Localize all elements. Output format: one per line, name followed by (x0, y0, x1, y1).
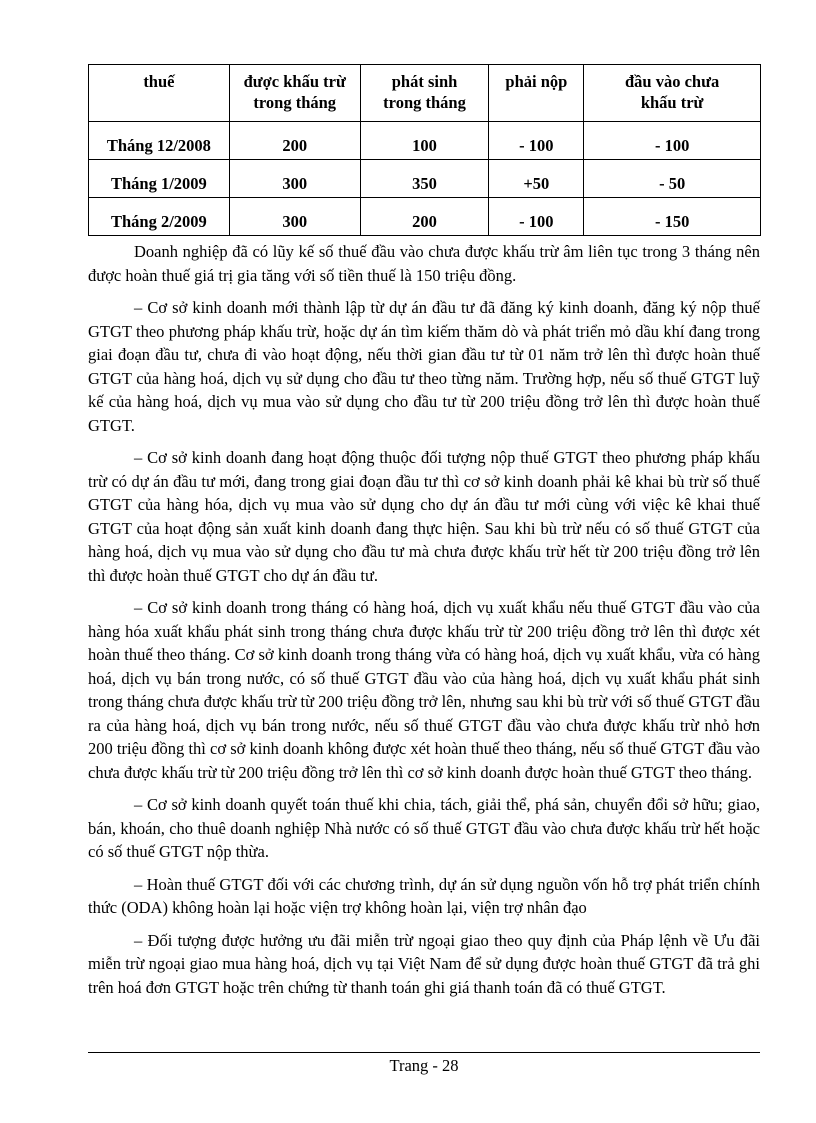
table-cell: - 50 (584, 160, 761, 198)
tax-table (88, 64, 761, 236)
body-text (88, 240, 760, 999)
table-cell: - 150 (584, 198, 761, 236)
table-header-cell: phát sinh trong tháng (360, 65, 489, 122)
table-row (89, 160, 761, 198)
table-cell: 300 (229, 198, 360, 236)
table-cell: Tháng 12/2008 (89, 122, 230, 160)
table-header-cell: được khấu trừ trong tháng (229, 65, 360, 122)
table-cell: 300 (229, 160, 360, 198)
page-number: Trang - 28 (389, 1056, 459, 1075)
table-cell: 100 (360, 122, 489, 160)
paragraph-summary: Doanh nghiệp đã có lũy kế số thuế đầu vào chưa được khấu trừ âm liên tục trong 3 tháng nên được hoàn thuế giá trị gia tăng với số tiền thuế là 150 triệu đồng. (88, 242, 760, 285)
table-row (89, 122, 761, 160)
table-cell: - 100 (489, 198, 584, 236)
table-header-cell: đầu vào chưa khấu trừ (584, 65, 761, 122)
table-cell: 350 (360, 160, 489, 198)
table-cell: - 100 (489, 122, 584, 160)
table-cell: Tháng 1/2009 (89, 160, 230, 198)
paragraph-new-business: – Cơ sở kinh doanh mới thành lập từ dự án đầu tư đã đăng ký kinh doanh, đăng ký nộp thuế GTGT theo phương pháp khấu trừ, hoặc dự án tìm kiếm thăm dò và phát triển mỏ dầu khí đang trong giai đoạn đầu tư, chưa đi vào hoạt động, nếu thời gian đầu tư từ 01 năm trở lên thì được hoàn thuế GTGT của hàng hoá, dịch vụ sử dụng cho đầu tư theo từng năm. Trường hợp, nếu số thuế GTGT luỹ kế của hàng hoá, dịch vụ mua vào sử dụng cho đầu tư từ 200 triệu đồng trở lên thì được hoàn thuế GTGT. (88, 298, 760, 435)
table-cell: 200 (360, 198, 489, 236)
table-header-cell: thuế (89, 65, 230, 122)
table-cell: +50 (489, 160, 584, 198)
table-cell: - 100 (584, 122, 761, 160)
paragraph-export: – Cơ sở kinh doanh trong tháng có hàng hoá, dịch vụ xuất khẩu nếu thuế GTGT đầu vào của hàng hóa xuất khẩu phát sinh trong tháng chưa được khấu trừ từ 200 triệu đồng trở lên thì được xét hoàn thuế theo tháng. Cơ sở kinh doanh trong tháng vừa có hàng hoá, dịch vụ xuất khẩu, vừa có hàng hoá, dịch vụ bán trong nước, có số thuế GTGT đầu vào của hàng hoá, dịch vụ xuất khẩu phát sinh trong tháng chưa được khấu trừ từ 200 triệu đồng trở lên, nhưng sau khi bù trừ với số thuế GTGT đầu ra của hàng hoá, dịch vụ bán trong nước, nếu số thuế GTGT đầu vào chưa được khấu trừ nhỏ hơn 200 triệu đồng thì cơ sở kinh doanh không được xét hoàn thuế theo tháng, nếu số thuế GTGT đầu vào chưa được khấu trừ từ 200 triệu đồng trở lên thì cơ sở kinh doanh được hoàn thuế GTGT theo tháng. (88, 598, 760, 782)
paragraph-settlement: – Cơ sở kinh doanh quyết toán thuế khi chia, tách, giải thể, phá sản, chuyển đổi sở hữu; giao, bán, khoán, cho thuê doanh nghiệp Nhà nước có số thuế GTGT đầu vào chưa được khấu trừ hết hoặc có số thuế GTGT nộp thừa. (88, 795, 760, 861)
table-row (89, 198, 761, 236)
table-cell: Tháng 2/2009 (89, 198, 230, 236)
paragraph-oda: – Hoàn thuế GTGT đối với các chương trình, dự án sử dụng nguồn vốn hỗ trợ phát triển chính thức (ODA) không hoàn lại hoặc viện trợ không hoàn lại, viện trợ nhân đạo (88, 874, 760, 917)
document-page (88, 64, 760, 999)
table-header-cell: phải nộp (489, 65, 584, 122)
table-header-row (89, 65, 761, 122)
table-cell: 200 (229, 122, 360, 160)
paragraph-operating-business: – Cơ sở kinh doanh đang hoạt động thuộc đối tượng nộp thuế GTGT theo phương pháp khấu trừ có dự án đầu tư mới, đang trong giai đoạn đầu tư thì cơ sở kinh doanh phải kê khai bù trừ số thuế GTGT của hàng hóa, dịch vụ mua vào sử dụng cho dự án đầu tư mới cùng với việc kê khai thuế GTGT của hoạt động sản xuất kinh doanh đang thực hiện. Sau khi bù trừ nếu có số thuế GTGT của hàng hoá, dịch vụ mua vào sử dụng cho đầu tư mà chưa được khấu trừ hết từ 200 triệu đồng trở lên thì được hoàn thuế GTGT cho dự án đầu tư. (88, 448, 760, 585)
paragraph-diplomatic: – Đối tượng được hưởng ưu đãi miễn trừ ngoại giao theo quy định của Pháp lệnh về Ưu đãi miễn trừ ngoại giao mua hàng hoá, dịch vụ tại Việt Nam để sử dụng được hoàn thuế GTGT đã trả ghi trên hoá đơn GTGT hoặc trên chứng từ thanh toán ghi giá thanh toán đã có thuế GTGT. (88, 930, 760, 997)
footer-rule (88, 1052, 760, 1053)
